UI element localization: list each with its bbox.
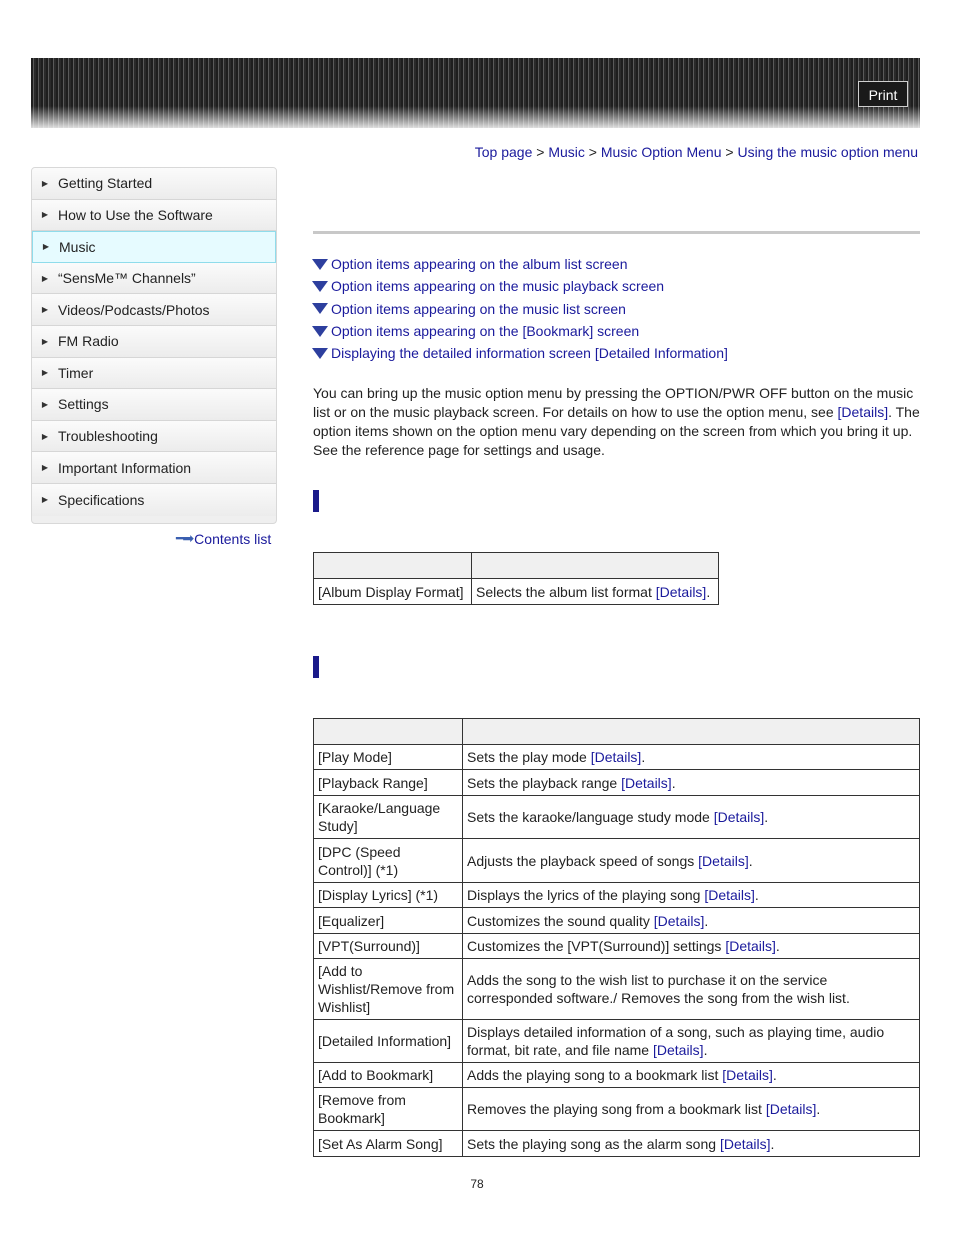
triangle-down-icon: [312, 281, 328, 292]
details-link[interactable]: [Details]: [653, 912, 705, 929]
sidebar-item-important-information[interactable]: [32, 452, 276, 484]
option-desc-end: .: [772, 1067, 777, 1083]
sidebar-item-label: Important Information: [58, 459, 192, 476]
breadcrumb-music-option-menu[interactable]: Music Option Menu: [600, 144, 722, 160]
sidebar-item-settings[interactable]: [32, 389, 276, 421]
table-row: [314, 745, 920, 770]
table-row: [314, 770, 920, 796]
arrow-right-icon: ━➡: [176, 530, 193, 546]
table-header-row: [314, 553, 719, 579]
arrow-right-icon: ▶: [41, 178, 49, 188]
option-item-cell: [Album Display Format]: [314, 579, 472, 605]
table-row: [314, 959, 920, 1020]
section-links: [312, 253, 728, 364]
option-item-cell: [Karaoke/Language Study]: [314, 796, 463, 839]
table-row: [314, 908, 920, 934]
option-desc: Selects the album list format: [476, 583, 656, 600]
breadcrumb-separator: >: [532, 144, 549, 160]
table-row: [314, 1088, 920, 1131]
toc-item[interactable]: [312, 342, 728, 364]
option-item-cell: [Display Lyrics] (*1): [314, 883, 463, 908]
toc-link[interactable]: Displaying the detailed information screen [Detailed Information]: [331, 345, 728, 362]
toc-item[interactable]: [312, 298, 728, 320]
arrow-right-icon: ▶: [41, 431, 49, 441]
option-desc-cell: [463, 959, 920, 1020]
option-desc-end: .: [754, 887, 759, 903]
sidebar-nav: [31, 167, 277, 524]
option-desc-cell: [463, 1131, 920, 1157]
arrow-right-icon: ▶: [41, 368, 49, 378]
arrow-right-icon: ▶: [41, 273, 49, 283]
option-item-cell: [Equalizer]: [314, 908, 463, 934]
option-desc-end: .: [703, 1042, 708, 1058]
sidebar-item-fm-radio[interactable]: [32, 326, 276, 358]
arrow-right-icon: ▶: [41, 336, 49, 346]
sidebar-item-label: Settings: [58, 396, 109, 413]
option-item-cell: [Add to Wishlist/Remove from Wishlist]: [314, 959, 463, 1020]
details-link[interactable]: [Details]: [719, 1135, 771, 1152]
option-desc: Sets the playing song as the alarm song: [467, 1135, 720, 1152]
sidebar-item-label: How to Use the Software: [58, 206, 213, 223]
table-row: [314, 839, 920, 883]
toc-link[interactable]: Option items appearing on the [Bookmark] screen: [331, 323, 640, 340]
option-desc: Adds the playing song to a bookmark list: [467, 1067, 723, 1083]
sidebar-item-label: Getting Started: [58, 175, 153, 192]
option-desc: Sets the karaoke/language study mode: [467, 809, 714, 825]
option-desc: Customizes the [VPT(Surround)] settings: [467, 938, 726, 954]
triangle-down-icon: [312, 303, 328, 314]
option-desc: Customizes the sound quality: [467, 912, 654, 929]
table-header-cell: [314, 553, 472, 579]
sidebar-item-label: FM Radio: [58, 333, 119, 350]
breadcrumb-current[interactable]: Using the music option menu: [737, 144, 918, 160]
table-header-cell: [463, 719, 920, 745]
option-desc: Displays detailed information of a song, such as playing time, audio format, bit rate, and file name: [467, 1024, 885, 1058]
sidebar-item-label: Specifications: [58, 491, 145, 508]
option-desc-cell: [463, 1088, 920, 1131]
option-item-cell: [DPC (Speed Control)] (*1): [314, 839, 463, 883]
option-item-cell: [Remove from Bookmark]: [314, 1088, 463, 1131]
arrow-right-icon: ▶: [41, 495, 49, 505]
toc-link[interactable]: Option items appearing on the music playback screen: [331, 278, 665, 295]
toc-item[interactable]: [312, 320, 728, 342]
sidebar-item-specifications[interactable]: [32, 484, 276, 516]
details-link[interactable]: [Details]: [655, 583, 707, 600]
option-desc-end: .: [641, 749, 646, 765]
option-desc-cell: [463, 839, 920, 883]
sidebar-item-getting-started[interactable]: [32, 168, 276, 200]
sidebar-item-timer[interactable]: [32, 358, 276, 390]
table-row: [314, 883, 920, 908]
toc-item[interactable]: [312, 253, 728, 275]
table-row: [314, 1131, 920, 1157]
section-heading-marker: [313, 490, 319, 512]
option-desc-cell: [463, 934, 920, 959]
option-desc-cell: [463, 745, 920, 770]
option-desc-cell: [463, 908, 920, 934]
table-row: [314, 579, 719, 605]
table-row: [314, 796, 920, 839]
arrow-right-icon: ▶: [41, 305, 49, 315]
sidebar-item-label: Timer: [58, 364, 94, 381]
breadcrumb-separator: >: [721, 144, 738, 160]
sidebar-item-how-to-use-software[interactable]: [32, 200, 276, 232]
option-desc-cell: [463, 796, 920, 839]
sidebar-item-label: “SensMe™ Channels”: [58, 270, 196, 287]
details-link[interactable]: [Details]: [837, 404, 889, 420]
option-desc: Sets the playback range: [467, 774, 622, 791]
option-desc-end: .: [770, 1135, 775, 1152]
table-row: [314, 1063, 920, 1088]
contents-list-link[interactable]: [176, 530, 271, 547]
intro-text: You can bring up the music option menu by pressing the OPTION/PWR OFF button on the music list or on the music playback screen. For details on how to use the option menu, see: [313, 385, 914, 420]
table-header-cell: [472, 553, 719, 579]
print-button[interactable]: Print: [858, 81, 908, 107]
option-desc: Adjusts the playback speed of songs: [467, 852, 699, 869]
option-desc-cell: [463, 883, 920, 908]
triangle-down-icon: [312, 259, 328, 270]
arrow-right-icon: ▶: [41, 399, 49, 409]
title-divider: [313, 231, 920, 234]
breadcrumb-music[interactable]: Music: [548, 144, 585, 160]
option-item-cell: [Add to Bookmark]: [314, 1063, 463, 1088]
details-link[interactable]: [Details]: [725, 938, 776, 954]
option-desc-end: .: [671, 774, 676, 791]
option-desc-end: .: [748, 852, 753, 869]
option-desc-cell: [463, 1020, 920, 1063]
page-number: 78: [470, 1177, 484, 1191]
option-desc: Removes the playing song from a bookmark list: [467, 1101, 766, 1117]
option-desc-end: .: [775, 938, 780, 954]
option-desc: Sets the play mode: [467, 749, 591, 765]
option-desc-cell: [463, 1063, 920, 1088]
option-desc-cell: [472, 579, 719, 605]
sidebar-item-videos-podcasts-photos[interactable]: [32, 294, 276, 326]
sidebar-item-label: Troubleshooting: [58, 428, 158, 445]
header-banner: [31, 58, 920, 128]
toc-link[interactable]: Option items appearing on the album list screen: [331, 256, 628, 273]
details-link[interactable]: [Details]: [652, 1042, 704, 1058]
contents-list-label[interactable]: Contents list: [194, 530, 272, 547]
sidebar-item-label: Videos/Podcasts/Photos: [58, 301, 210, 318]
intro-text: . The option items shown on the option menu vary depending on the screen from which you bring it up. See the reference page for settings and usage.: [313, 404, 920, 458]
playback-options-table: [313, 718, 920, 1157]
triangle-down-icon: [312, 326, 328, 337]
table-row: [314, 1020, 920, 1063]
option-desc: Displays the lyrics of the playing song: [467, 887, 705, 903]
arrow-right-icon: ▶: [42, 242, 50, 252]
sidebar-item-troubleshooting[interactable]: [32, 421, 276, 453]
toc-link[interactable]: Option items appearing on the music list screen: [331, 300, 626, 317]
table-header-row: [314, 719, 920, 745]
details-link[interactable]: [Details]: [722, 1067, 773, 1083]
toc-item[interactable]: [312, 275, 728, 297]
option-desc-end: .: [764, 809, 769, 825]
option-desc-end: .: [704, 912, 709, 929]
option-desc: Adds the song to the wish list to purchase it on the service corresponded software./ Removes the song from the wish list.: [467, 972, 850, 1006]
breadcrumb-separator: >: [584, 144, 601, 160]
option-desc-end: .: [816, 1101, 821, 1117]
triangle-down-icon: [312, 348, 328, 359]
option-item-cell: [Play Mode]: [314, 745, 463, 770]
details-link[interactable]: [Details]: [590, 749, 642, 765]
details-link[interactable]: [Details]: [698, 852, 749, 869]
option-item-cell: [Playback Range]: [314, 770, 463, 796]
sidebar-item-music[interactable]: [32, 231, 276, 263]
option-item-cell: [Detailed Information]: [314, 1020, 463, 1063]
option-desc-cell: [463, 770, 920, 796]
sidebar-item-label: Music: [59, 238, 96, 255]
table-header-cell: [314, 719, 463, 745]
details-link[interactable]: [Details]: [704, 887, 755, 903]
details-link[interactable]: [Details]: [621, 774, 672, 791]
table-row: [314, 934, 920, 959]
arrow-right-icon: ▶: [41, 210, 49, 220]
arrow-right-icon: ▶: [41, 463, 49, 473]
breadcrumb-top-page[interactable]: Top page: [474, 144, 533, 160]
intro-paragraph: [313, 384, 923, 460]
breadcrumb: [475, 144, 918, 160]
option-desc-end: .: [706, 583, 711, 600]
option-item-cell: [VPT(Surround)]: [314, 934, 463, 959]
details-link[interactable]: [Details]: [765, 1101, 817, 1117]
option-item-cell: [Set As Alarm Song]: [314, 1131, 463, 1157]
album-options-table: [313, 552, 719, 605]
details-link[interactable]: [Details]: [713, 809, 765, 825]
section-heading-marker: [313, 656, 319, 678]
sidebar-item-sensme-channels[interactable]: [32, 263, 276, 295]
